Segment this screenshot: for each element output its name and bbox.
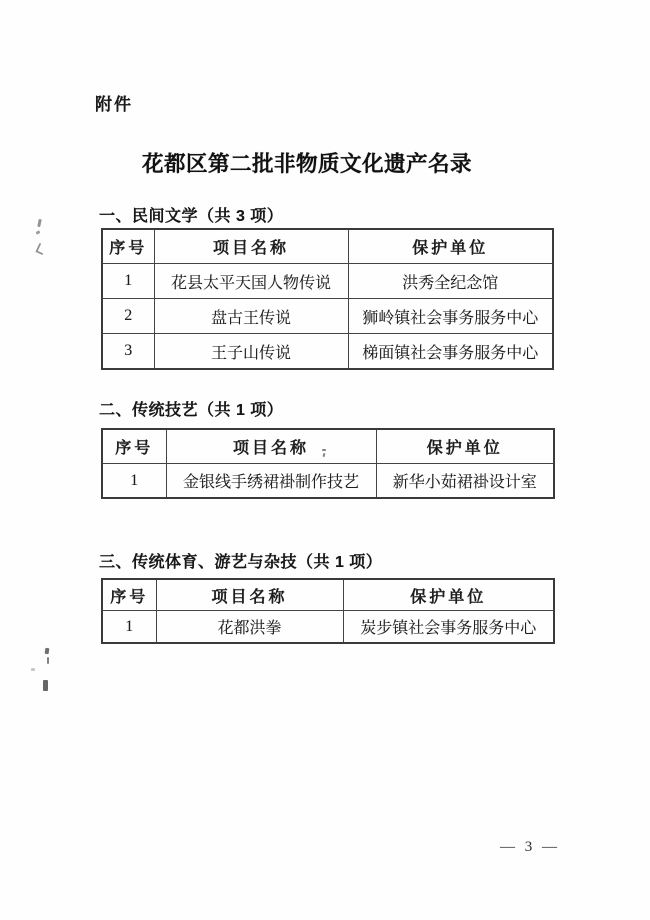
scan-artifact bbox=[45, 648, 50, 654]
table-row bbox=[102, 334, 553, 370]
scan-artifact bbox=[47, 657, 49, 664]
column-header-protection-unit: 保护单位 bbox=[343, 579, 554, 611]
attachment-label: 附件 bbox=[95, 95, 133, 114]
scan-artifact bbox=[322, 449, 326, 451]
column-header-project-name: 项目名称 bbox=[166, 429, 376, 464]
table-row bbox=[102, 464, 554, 499]
column-header-serial: 序号 bbox=[102, 429, 166, 464]
cell-serial: 3 bbox=[102, 334, 154, 370]
cell-protection-unit: 狮岭镇社会事务服务中心 bbox=[348, 299, 553, 334]
column-header-serial: 序号 bbox=[102, 229, 154, 264]
table-header-row bbox=[102, 429, 554, 464]
scan-artifact bbox=[35, 243, 46, 255]
table-row bbox=[102, 264, 553, 299]
column-header-project-name: 项目名称 bbox=[154, 229, 348, 264]
table-sports-games-acrobatics bbox=[101, 578, 555, 644]
column-header-serial: 序号 bbox=[102, 579, 156, 611]
table-traditional-craft bbox=[101, 428, 555, 499]
table-row bbox=[102, 611, 554, 644]
cell-serial: 2 bbox=[102, 299, 154, 334]
table-folk-literature bbox=[101, 228, 554, 370]
cell-project-name: 金银线手绣裙褂制作技艺 bbox=[166, 464, 376, 499]
cell-project-name: 花县太平天国人物传说 bbox=[154, 264, 348, 299]
column-header-protection-unit: 保护单位 bbox=[376, 429, 554, 464]
table-row bbox=[102, 299, 553, 334]
cell-serial: 1 bbox=[102, 264, 154, 299]
cell-project-name: 王子山传说 bbox=[154, 334, 348, 370]
scan-artifact bbox=[36, 230, 41, 235]
section-heading-traditional-craft: 二、传统技艺（共 1 项） bbox=[99, 402, 284, 419]
table-header-row bbox=[102, 229, 553, 264]
cell-project-name: 花都洪拳 bbox=[156, 611, 343, 644]
cell-protection-unit: 梯面镇社会事务服务中心 bbox=[348, 334, 553, 370]
scan-artifact bbox=[43, 680, 48, 691]
section-heading-sports-games-acrobatics: 三、传统体育、游艺与杂技（共 1 项） bbox=[99, 554, 383, 571]
scan-artifact bbox=[37, 219, 42, 227]
cell-protection-unit: 洪秀全纪念馆 bbox=[348, 264, 553, 299]
column-header-project-name: 项目名称 bbox=[156, 579, 343, 611]
page-title: 花都区第二批非物质文化遗产名录 bbox=[141, 152, 472, 176]
table-header-row bbox=[102, 579, 554, 611]
cell-protection-unit: 炭步镇社会事务服务中心 bbox=[343, 611, 554, 644]
column-header-protection-unit: 保护单位 bbox=[348, 229, 553, 264]
cell-protection-unit: 新华小茹裙褂设计室 bbox=[376, 464, 554, 499]
cell-serial: 1 bbox=[102, 464, 166, 499]
cell-project-name: 盘古王传说 bbox=[154, 299, 348, 334]
section-heading-folk-literature: 一、民间文学（共 3 项） bbox=[99, 208, 284, 225]
page-number: — 3 — bbox=[500, 839, 560, 855]
scan-artifact bbox=[31, 668, 35, 671]
cell-serial: 1 bbox=[102, 611, 156, 644]
